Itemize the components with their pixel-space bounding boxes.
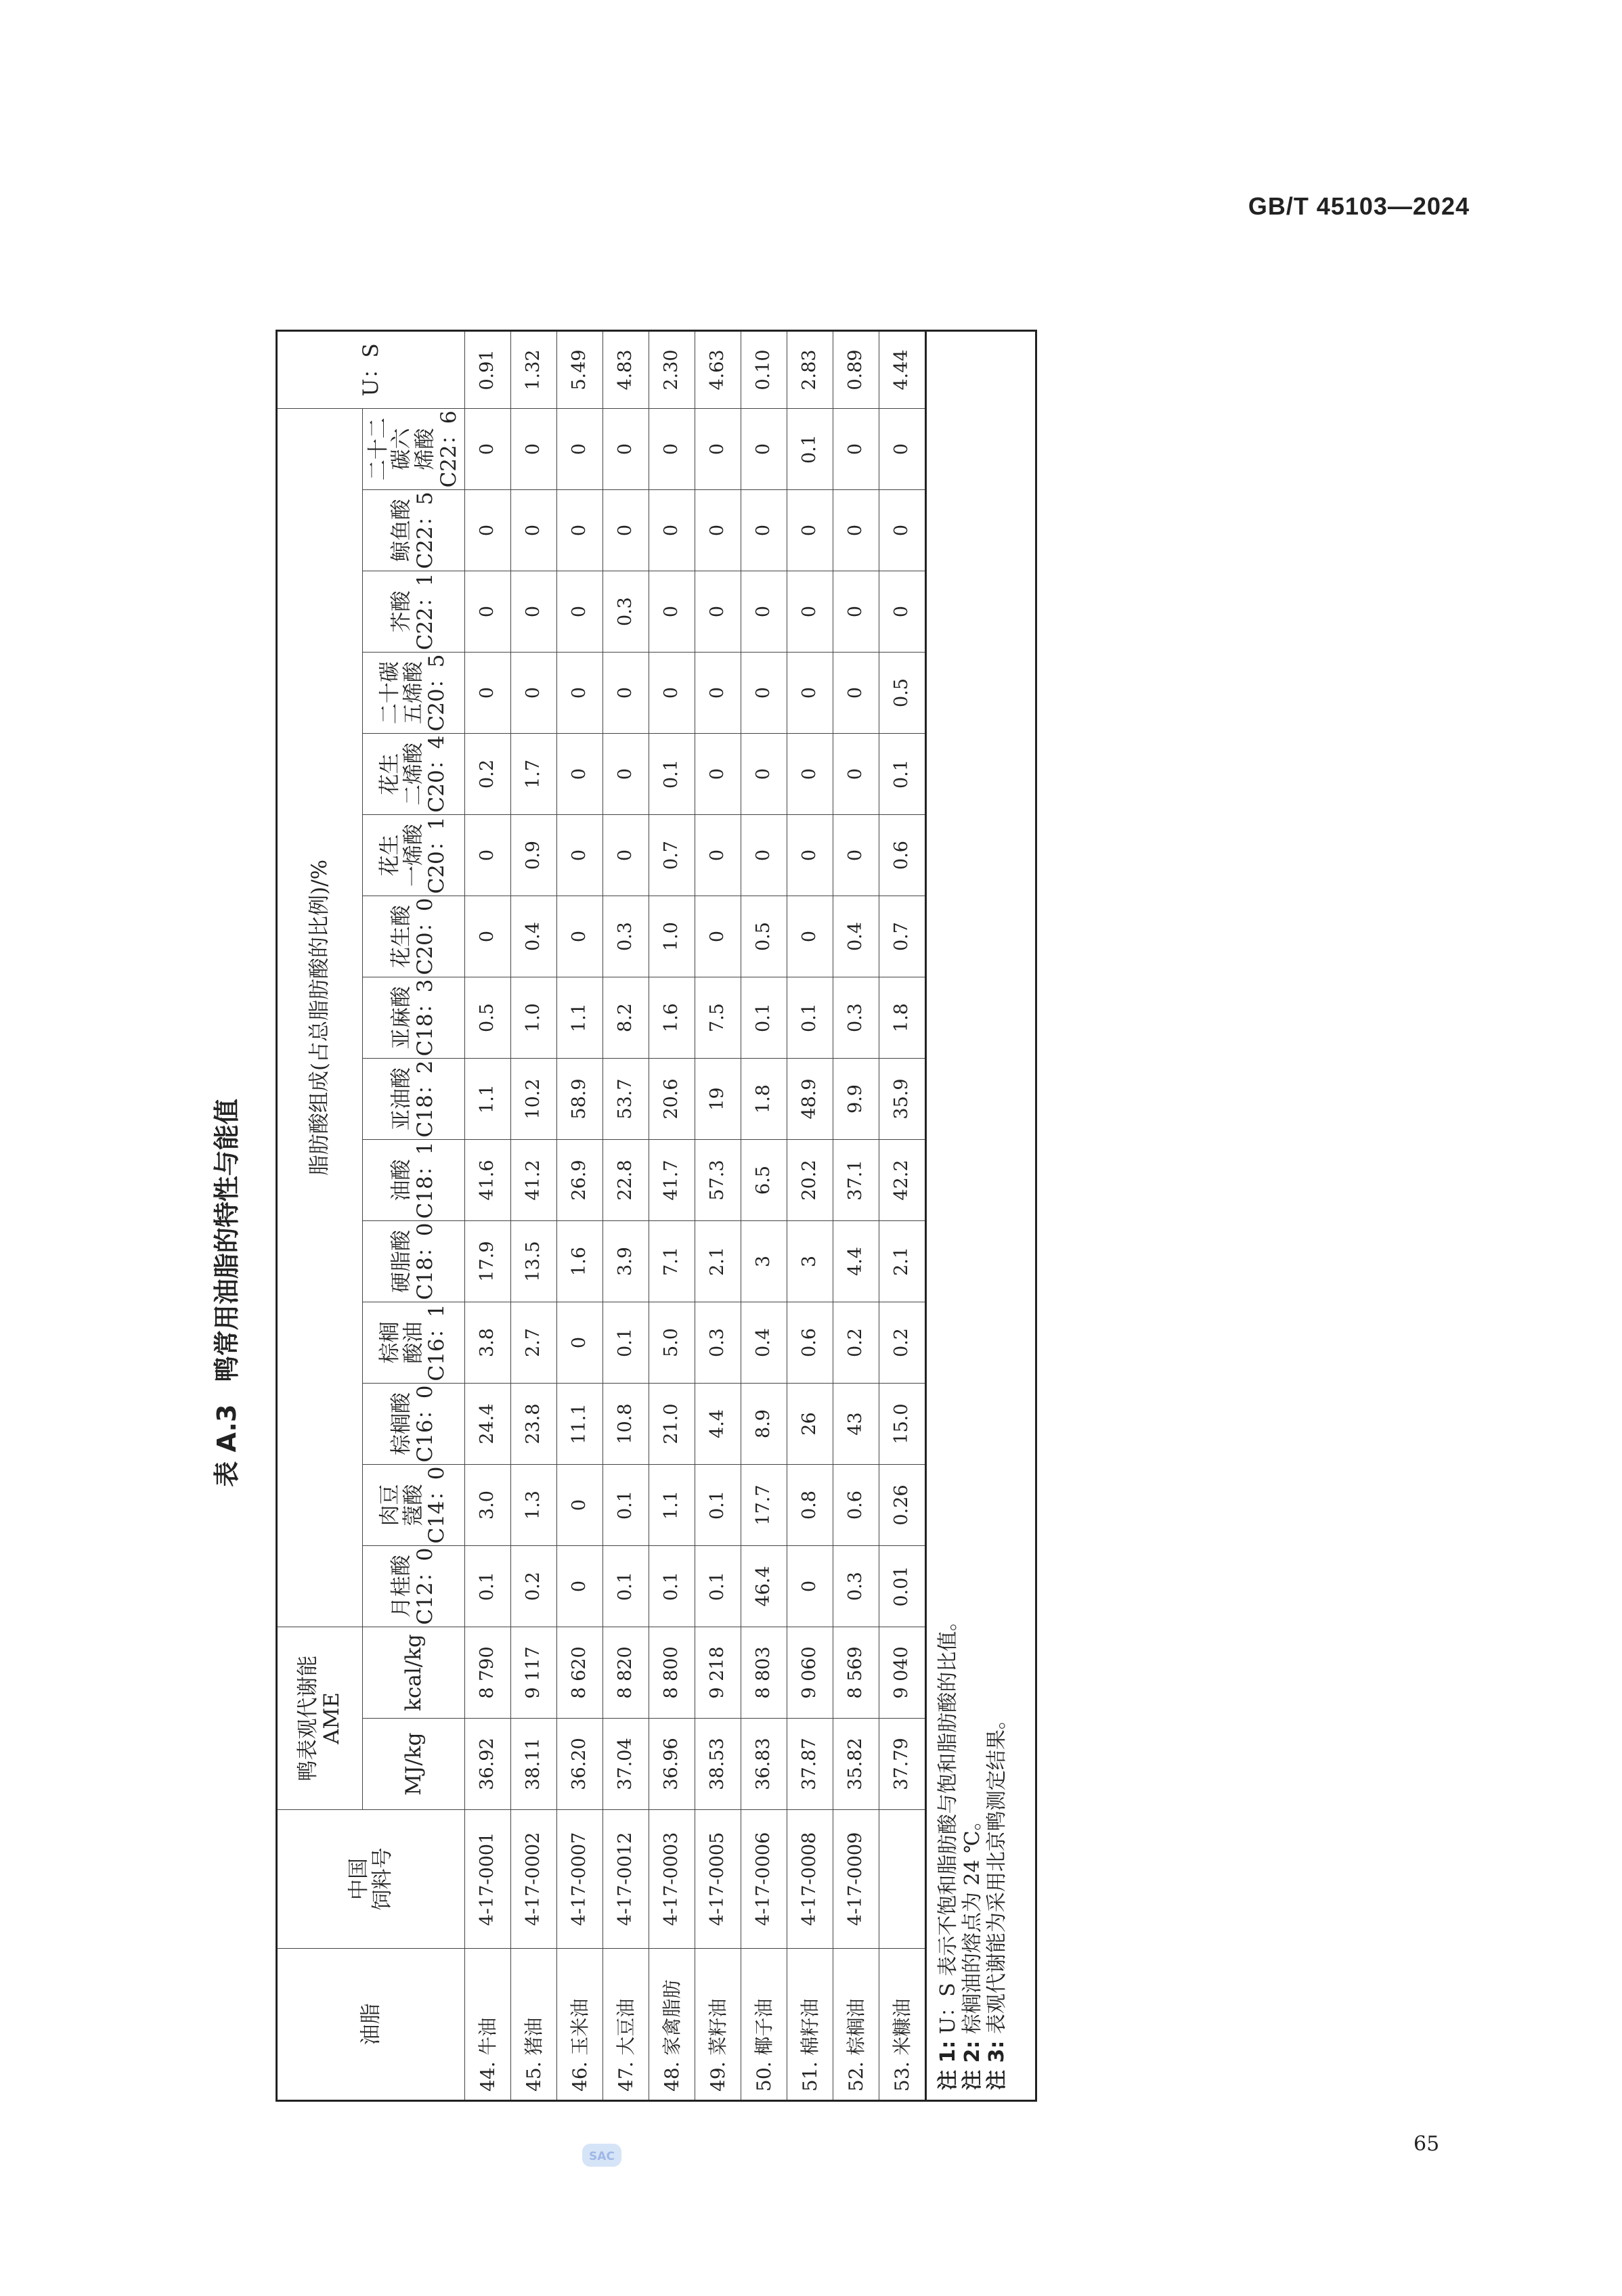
fatty-acid-value: 1.0 [511, 977, 557, 1059]
fatty-acid-code: C12：0 [413, 1547, 437, 1625]
fatty-acid-name: 鲸鱼酸 [389, 499, 414, 562]
feed-number: 4-17-0005 [695, 1810, 741, 1949]
ame-mj: 37.87 [787, 1719, 833, 1810]
fatty-acid-value: 4.4 [833, 1221, 879, 1302]
oil-name: 47. 大豆油 [603, 1949, 649, 2101]
fatty-acid-value: 0 [511, 653, 557, 734]
header-fatty-acid [363, 896, 465, 977]
fatty-acid-value: 0.4 [833, 896, 879, 977]
fatty-acid-value: 0.1 [695, 1465, 741, 1546]
feed-number: 4-17-0006 [741, 1810, 787, 1949]
ame-kcal: 9 040 [879, 1627, 926, 1719]
fatty-acid-value: 0.1 [787, 408, 833, 489]
fatty-acid-value: 3.8 [465, 1302, 511, 1384]
fatty-acid-value: 0 [649, 490, 695, 571]
fatty-acid-value: 23.8 [511, 1384, 557, 1465]
fatty-acid-name: 硬脂酸 [389, 1230, 414, 1293]
feed-number: 4-17-0012 [603, 1810, 649, 1949]
table-row [833, 330, 879, 2100]
us-ratio: 4.63 [695, 330, 741, 408]
fatty-acid-value: 0 [465, 896, 511, 977]
header-fatty-acid [363, 571, 465, 653]
fatty-acid-value: 53.7 [603, 1059, 649, 1140]
fatty-acid-value: 0 [649, 653, 695, 734]
fatty-acid-value: 3 [741, 1221, 787, 1302]
note-line [985, 332, 1009, 2090]
fatty-acid-value: 0 [787, 490, 833, 571]
note-line [936, 332, 961, 2090]
header-fatty-acid [363, 1384, 465, 1465]
fatty-acid-value: 24.4 [465, 1384, 511, 1465]
fatty-acid-value: 0.01 [879, 1546, 926, 1627]
ame-kcal: 8 620 [557, 1627, 603, 1719]
fatty-acid-value: 9.9 [833, 1059, 879, 1140]
fatty-acid-name: 棕榈酸 [389, 1392, 414, 1455]
fatty-acid-value: 0 [787, 1546, 833, 1627]
fatty-acid-name: 油酸 [389, 1159, 414, 1201]
ame-mj: 36.20 [557, 1719, 603, 1810]
fatty-acid-value: 20.2 [787, 1140, 833, 1221]
fatty-acid-value: 2.1 [695, 1221, 741, 1302]
fatty-acid-value: 11.1 [557, 1384, 603, 1465]
header-fatty-acid [363, 1059, 465, 1140]
fatty-acid-value: 0.8 [787, 1465, 833, 1546]
fatty-acid-value: 0 [695, 571, 741, 653]
fatty-acid-value: 8.2 [603, 977, 649, 1059]
fatty-acid-value: 0.3 [603, 896, 649, 977]
feed-number: 4-17-0001 [465, 1810, 511, 1949]
fatty-acid-value: 0.5 [741, 896, 787, 977]
fatty-acid-value: 35.9 [879, 1059, 926, 1140]
header-fatty-acid [363, 1546, 465, 1627]
fatty-acid-code: C22：6 [436, 410, 461, 488]
fatty-acid-value: 0 [511, 571, 557, 653]
table-number: 表 A.3 [212, 1404, 242, 1487]
fatty-acid-value: 0 [833, 653, 879, 734]
fatty-acid-code: C14：0 [424, 1466, 450, 1544]
fatty-acid-value: 0 [557, 1546, 603, 1627]
fatty-acid-value: 48.9 [787, 1059, 833, 1140]
fatty-acid-name: 酸油 [401, 1321, 426, 1364]
ame-mj: 38.11 [511, 1719, 557, 1810]
fatty-acid-value: 10.8 [603, 1384, 649, 1465]
fatty-acid-value: 26 [787, 1384, 833, 1465]
fatty-acid-code: C16：1 [424, 1304, 450, 1382]
us-ratio: 0.89 [833, 330, 879, 408]
table-title: 鸭常用油脂的特性与能值 [212, 1099, 242, 1382]
fatty-acid-value: 3.0 [465, 1465, 511, 1546]
fatty-acid-value: 43 [833, 1384, 879, 1465]
fatty-acid-value: 57.3 [695, 1140, 741, 1221]
fatty-acid-name: 花生 [377, 834, 402, 877]
fatty-acid-value: 0 [603, 734, 649, 815]
note-label: 注 1: [936, 2040, 960, 2090]
feed-number [879, 1810, 926, 1949]
header-mj: MJ/kg [363, 1719, 465, 1810]
ame-kcal: 9 117 [511, 1627, 557, 1719]
ame-mj: 36.92 [465, 1719, 511, 1810]
table-row [879, 330, 926, 2100]
fatty-acid-value: 0 [741, 815, 787, 896]
us-ratio: 4.83 [603, 330, 649, 408]
fatty-acid-value: 0.7 [879, 896, 926, 977]
note-text: 棕榈油的熔点为 24 ℃。 [961, 1810, 984, 2035]
fatty-acid-value: 2.7 [511, 1302, 557, 1384]
ame-kcal: 9 060 [787, 1627, 833, 1719]
fatty-acid-value: 0 [557, 653, 603, 734]
header-fatty-acid [363, 1140, 465, 1221]
fatty-acid-value: 1.6 [649, 977, 695, 1059]
table-row [649, 330, 695, 2100]
fatty-acid-value: 0.4 [511, 896, 557, 977]
header-us-ratio: U：S [277, 330, 465, 408]
fatty-acid-name: 肉豆 [377, 1484, 402, 1526]
us-ratio: 2.30 [649, 330, 695, 408]
fatty-acid-value: 0 [879, 408, 926, 489]
fatty-acid-name: 芥酸 [389, 590, 414, 633]
fatty-acid-value: 7.5 [695, 977, 741, 1059]
fatty-acid-code: C20：5 [424, 654, 450, 732]
fatty-acid-value: 41.7 [649, 1140, 695, 1221]
fatty-acid-value: 8.9 [741, 1384, 787, 1465]
fatty-acid-value: 0 [695, 815, 741, 896]
header-kcal: kcal/kg [363, 1627, 465, 1719]
fatty-acid-name: 亚麻酸 [389, 986, 414, 1049]
header-ame-line2: AME [319, 1692, 344, 1744]
fatty-acid-value: 13.5 [511, 1221, 557, 1302]
fatty-acid-value: 0.2 [511, 1546, 557, 1627]
fatty-acid-name: 棕榈 [377, 1321, 402, 1364]
fatty-acid-value: 0 [833, 815, 879, 896]
fatty-acid-value: 0 [741, 408, 787, 489]
fatty-acid-value: 0.4 [741, 1302, 787, 1384]
header-oil: 油脂 [277, 1949, 465, 2101]
fatty-acid-value: 0 [649, 408, 695, 489]
header-fatty-acid [363, 408, 465, 489]
table-caption [200, 484, 254, 2102]
fatty-acid-value: 1.6 [557, 1221, 603, 1302]
fatty-acid-value: 0.1 [741, 977, 787, 1059]
ame-mj: 36.83 [741, 1719, 787, 1810]
fatty-acid-value: 0 [465, 490, 511, 571]
fatty-acid-code: C22：1 [413, 573, 437, 650]
fatty-acid-value: 0 [649, 571, 695, 653]
fatty-acid-value: 0.5 [879, 653, 926, 734]
fatty-acid-value: 0.26 [879, 1465, 926, 1546]
ame-mj: 37.79 [879, 1719, 926, 1810]
fatty-acid-value: 0 [465, 408, 511, 489]
table-row [741, 330, 787, 2100]
table-row [557, 330, 603, 2100]
us-ratio: 4.44 [879, 330, 926, 408]
fatty-acid-value: 22.8 [603, 1140, 649, 1221]
ame-mj: 37.04 [603, 1719, 649, 1810]
fatty-acid-value: 21.0 [649, 1384, 695, 1465]
fatty-acid-value: 0.7 [649, 815, 695, 896]
fatty-acid-value: 0 [879, 571, 926, 653]
fatty-acid-value: 3.9 [603, 1221, 649, 1302]
feed-number: 4-17-0002 [511, 1810, 557, 1949]
table-row [465, 330, 511, 2100]
fatty-acid-value: 0.1 [787, 977, 833, 1059]
oil-name: 48. 家禽脂肪 [649, 1949, 695, 2101]
fatty-acid-value: 19 [695, 1059, 741, 1140]
fatty-acid-name: 烯酸 [413, 428, 437, 470]
fatty-acid-code: C22：5 [413, 491, 437, 569]
fatty-acid-value: 26.9 [557, 1140, 603, 1221]
header-feed-no [277, 1810, 465, 1949]
us-ratio: 0.91 [465, 330, 511, 408]
sac-logo [581, 2136, 623, 2175]
header-fatty-acid [363, 1221, 465, 1302]
fatty-acid-name: 月桂酸 [389, 1555, 414, 1618]
note-label: 注 2: [961, 2040, 984, 2090]
fatty-acid-value: 0.1 [603, 1465, 649, 1546]
ame-kcal: 9 218 [695, 1627, 741, 1719]
fatty-acid-value: 1.0 [649, 896, 695, 977]
header-ame-line1: 鸭表观代谢能 [295, 1655, 320, 1782]
fatty-acid-value: 0.3 [695, 1302, 741, 1384]
fatty-acid-value: 0 [557, 1302, 603, 1384]
fatty-acid-value: 5.0 [649, 1302, 695, 1384]
us-ratio: 5.49 [557, 330, 603, 408]
fatty-acid-value: 1.8 [741, 1059, 787, 1140]
us-ratio: 0.10 [741, 330, 787, 408]
fatty-acid-value: 0 [695, 490, 741, 571]
table-row [787, 330, 833, 2100]
table-row [511, 330, 557, 2100]
fatty-acid-value: 1.1 [557, 977, 603, 1059]
oil-name: 44. 牛油 [465, 1949, 511, 2101]
fatty-acid-value: 3 [787, 1221, 833, 1302]
page-number: 65 [1413, 2132, 1440, 2156]
us-ratio: 2.83 [787, 330, 833, 408]
fatty-acid-value: 0 [603, 408, 649, 489]
fatty-acid-code: C18：3 [413, 979, 437, 1057]
table-row [695, 330, 741, 2100]
table-notes [926, 330, 1036, 2100]
fatty-acid-value: 0 [557, 815, 603, 896]
fatty-acid-code: C20：0 [413, 898, 437, 975]
note-text: 表观代谢能为采用北京鸭测定结果。 [985, 1709, 1009, 2035]
note-text: U：S 表示不饱和脂肪酸与饱和脂肪酸的比值。 [936, 1610, 960, 2035]
ame-kcal: 8 803 [741, 1627, 787, 1719]
fatty-acid-value: 0.6 [787, 1302, 833, 1384]
fatty-acid-value: 0.3 [833, 977, 879, 1059]
fatty-acid-value: 0 [557, 1465, 603, 1546]
fatty-acid-value: 0 [695, 408, 741, 489]
oil-name: 49. 菜籽油 [695, 1949, 741, 2101]
feed-number: 4-17-0007 [557, 1810, 603, 1949]
oil-name: 50. 椰子油 [741, 1949, 787, 2101]
fatty-acid-name: 碳六 [389, 428, 414, 470]
fatty-acid-value: 0.2 [833, 1302, 879, 1384]
fatty-acid-value: 0 [603, 815, 649, 896]
ame-mj: 38.53 [695, 1719, 741, 1810]
fatty-acid-value: 41.2 [511, 1140, 557, 1221]
fatty-acid-value: 0 [557, 734, 603, 815]
fatty-acid-value: 0 [741, 571, 787, 653]
fatty-acid-value: 6.5 [741, 1140, 787, 1221]
ame-kcal: 8 569 [833, 1627, 879, 1719]
fatty-acid-name: 五烯酸 [401, 661, 426, 724]
fatty-acid-code: C18：1 [413, 1141, 437, 1219]
fatty-acid-value: 46.4 [741, 1546, 787, 1627]
ame-kcal: 8 790 [465, 1627, 511, 1719]
fatty-acid-name: 花生酸 [389, 905, 414, 968]
fatty-acid-name: 二烯酸 [401, 743, 426, 805]
fatty-acid-value: 0 [603, 490, 649, 571]
fatty-acid-value: 15.0 [879, 1384, 926, 1465]
feed-number: 4-17-0009 [833, 1810, 879, 1949]
fatty-acid-value: 42.2 [879, 1140, 926, 1221]
fatty-acid-value: 0 [511, 408, 557, 489]
fatty-acid-value: 0.9 [511, 815, 557, 896]
fatty-acid-value: 0.1 [649, 734, 695, 815]
fatty-acid-value: 20.6 [649, 1059, 695, 1140]
fatty-acid-value: 4.4 [695, 1384, 741, 1465]
fatty-acid-value: 0 [465, 571, 511, 653]
fatty-acid-value: 0 [557, 408, 603, 489]
svg-text:SAC: SAC [589, 2150, 615, 2163]
fatty-acid-value: 1.3 [511, 1465, 557, 1546]
fatty-acid-value: 41.6 [465, 1140, 511, 1221]
fatty-acid-code: C20：4 [424, 735, 450, 813]
fatty-acid-value: 0 [511, 490, 557, 571]
fatty-acid-value: 0 [787, 571, 833, 653]
fatty-acid-value: 0 [557, 571, 603, 653]
fatty-acid-value: 17.7 [741, 1465, 787, 1546]
fatty-acid-value: 0.1 [695, 1546, 741, 1627]
fatty-acid-name: 二十二 [366, 417, 391, 481]
ame-kcal: 8 800 [649, 1627, 695, 1719]
us-ratio: 1.32 [511, 330, 557, 408]
header-feed-no-line2: 饲料号 [370, 1847, 395, 1911]
standard-code: GB/T 45103—2024 [1248, 192, 1470, 220]
fatty-acid-value: 0 [465, 815, 511, 896]
fatty-acid-value: 0 [695, 734, 741, 815]
ame-mj: 36.96 [649, 1719, 695, 1810]
header-fatty-acid [363, 1465, 465, 1546]
fatty-acid-name: 花生 [377, 753, 402, 795]
fatty-acid-value: 0 [741, 653, 787, 734]
header-fatty-acid [363, 490, 465, 571]
fatty-acid-value: 0.5 [465, 977, 511, 1059]
fatty-acid-value: 0.2 [879, 1302, 926, 1384]
fatty-acid-value: 0 [833, 408, 879, 489]
fatty-acid-value: 0 [695, 653, 741, 734]
fatty-acid-value: 0 [833, 571, 879, 653]
fatty-acid-value: 1.1 [465, 1059, 511, 1140]
fatty-acid-value: 0.1 [879, 734, 926, 815]
fatty-acid-value: 0.1 [603, 1546, 649, 1627]
fatty-acid-value: 2.1 [879, 1221, 926, 1302]
fatty-acid-value: 10.2 [511, 1059, 557, 1140]
fatty-acid-value: 0.1 [649, 1546, 695, 1627]
fatty-acid-value: 1.1 [649, 1465, 695, 1546]
oil-name: 45. 猪油 [511, 1949, 557, 2101]
fatty-acid-value: 0 [741, 490, 787, 571]
header-fatty-acid [363, 1302, 465, 1384]
header-fatty-acid [363, 815, 465, 896]
fatty-acid-value: 17.9 [465, 1221, 511, 1302]
fatty-acid-value: 0 [603, 653, 649, 734]
fatty-acid-code: C16：0 [413, 1385, 437, 1463]
fatty-acid-code: C18：0 [413, 1222, 437, 1300]
header-fatty-acid-group: 脂肪酸组成(占总脂肪酸的比例)/% [277, 408, 363, 1627]
fatty-acid-name: 亚油酸 [389, 1067, 414, 1130]
fatty-acid-value: 1.8 [879, 977, 926, 1059]
fatty-acid-value: 0.1 [603, 1302, 649, 1384]
fatty-acid-value: 37.1 [833, 1140, 879, 1221]
fatty-acid-name: 一烯酸 [401, 824, 426, 887]
header-fatty-acid [363, 734, 465, 815]
fatty-acid-value: 0 [787, 734, 833, 815]
fatty-acid-code: C20：1 [424, 816, 450, 894]
header-fatty-acid [363, 977, 465, 1059]
fatty-acid-value: 0 [741, 734, 787, 815]
header-feed-no-line1: 中国 [347, 1858, 372, 1900]
fatty-acid-name: 蔻酸 [401, 1484, 426, 1526]
fatty-acid-name: 二十碳 [377, 661, 402, 724]
fatty-acid-value: 0 [833, 490, 879, 571]
note-line [961, 332, 985, 2090]
feed-number: 4-17-0008 [787, 1810, 833, 1949]
oil-name: 46. 玉米油 [557, 1949, 603, 2101]
fatty-acid-value: 0 [787, 815, 833, 896]
fatty-acid-value: 1.7 [511, 734, 557, 815]
note-label: 注 3: [985, 2040, 1009, 2090]
fatty-acid-value: 0 [557, 490, 603, 571]
oil-name: 51. 棉籽油 [787, 1949, 833, 2101]
header-ame [277, 1627, 363, 1810]
header-fatty-acid [363, 653, 465, 734]
fatty-acid-value: 0.3 [603, 571, 649, 653]
fatty-acid-value: 0 [787, 896, 833, 977]
table-row [603, 330, 649, 2100]
fatty-acid-value: 0 [833, 734, 879, 815]
fatty-acid-value: 0.3 [833, 1546, 879, 1627]
ame-mj: 35.82 [833, 1719, 879, 1810]
fatty-acid-value: 58.9 [557, 1059, 603, 1140]
fatty-acid-value: 0.2 [465, 734, 511, 815]
ame-kcal: 8 820 [603, 1627, 649, 1719]
fatty-acid-value: 7.1 [649, 1221, 695, 1302]
fatty-acid-value: 0 [695, 896, 741, 977]
fatty-acid-value: 0.1 [465, 1546, 511, 1627]
fatty-acid-code: C18：2 [413, 1060, 437, 1138]
feed-number: 4-17-0003 [649, 1810, 695, 1949]
oil-name: 52. 棕榈油 [833, 1949, 879, 2101]
fatty-acid-value: 0.6 [833, 1465, 879, 1546]
notes-row [926, 330, 1036, 2100]
oil-name: 53. 米糠油 [879, 1949, 926, 2101]
fatty-acid-value: 0 [557, 896, 603, 977]
fatty-acid-value: 0 [879, 490, 926, 571]
fatty-acid-value: 0 [787, 653, 833, 734]
fatty-acid-value: 0 [465, 653, 511, 734]
fat-properties-table [276, 330, 1037, 2102]
fatty-acid-value: 0.6 [879, 815, 926, 896]
rotated-table-block [200, 343, 1215, 2102]
